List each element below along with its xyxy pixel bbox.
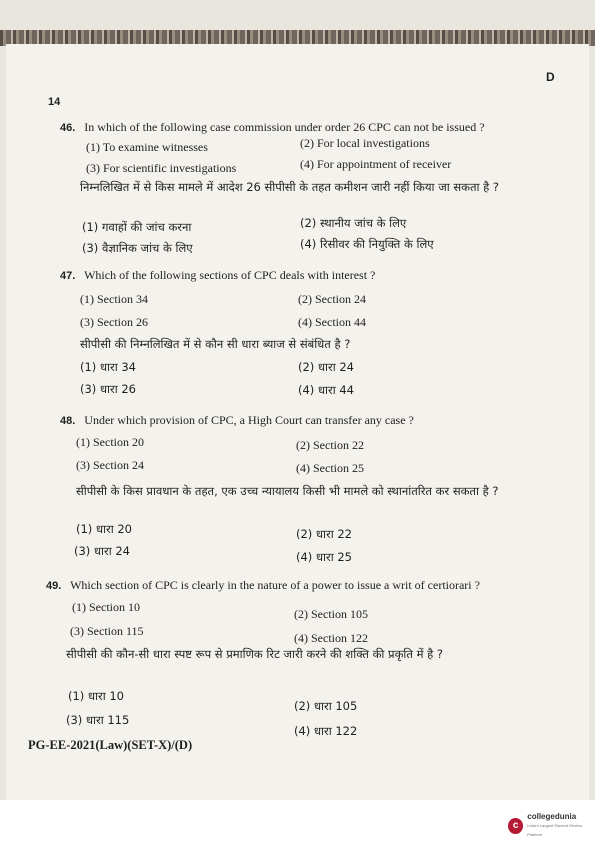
question-number: 49.: [46, 580, 62, 592]
question-49-text: [46, 578, 561, 593]
option-en: (1) To examine witnesses: [86, 140, 208, 154]
option-en: (3) Section 26: [80, 315, 148, 329]
watermark-tagline: India's Largest Student Review Platform: [527, 823, 583, 837]
question-48-text: [60, 413, 560, 428]
option-hi: (2) धारा 105: [294, 699, 358, 713]
option-hi: (4) धारा 25: [296, 550, 352, 564]
option-en: (1) Section 20: [76, 435, 144, 449]
question-number: 46.: [60, 122, 76, 134]
page-number: 14: [48, 96, 61, 108]
option-en: (1) Section 34: [80, 292, 148, 306]
option-en: (2) Section 105: [294, 607, 368, 621]
question-text-en: In which of the following case commission under order 26 CPC can not be issued ?: [84, 120, 485, 134]
option-en: (3) For scientific investigations: [86, 161, 237, 175]
option-hi: (4) धारा 44: [298, 383, 354, 397]
option-hi: (1) धारा 20: [76, 522, 132, 536]
question-text-hi: सीपीसी की निम्नलिखित में से कौन सी धारा ब्याज से संबंधित है ?: [80, 337, 351, 351]
option-hi: (2) स्थानीय जांच के लिए: [300, 216, 407, 230]
set-letter: D: [546, 70, 555, 84]
paper-code-footer: PG-EE-2021(Law)(SET-X)/(D): [28, 738, 193, 752]
option-en: (2) For local investigations: [300, 136, 430, 150]
page-bottom-margin: [0, 800, 595, 842]
option-hi: (3) धारा 24: [74, 544, 130, 558]
option-en: (2) Section 24: [298, 292, 366, 306]
question-text-hi: निम्नलिखित में से किस मामले में आदेश 26 सीपीसी के तहत कमीशन जारी नहीं किया जा सकता है ?: [80, 180, 500, 194]
option-en: (3) Section 24: [76, 458, 144, 472]
question-text-hi: सीपीसी की कौन-सी धारा स्पष्ट रूप से प्रमाणिक रिट जारी करने की शक्ति की प्रकृति में है ?: [66, 647, 444, 661]
option-en: (4) For appointment of receiver: [300, 157, 452, 171]
option-hi: (3) वैज्ञानिक जांच के लिए: [82, 241, 193, 255]
option-en: (4) Section 122: [294, 631, 368, 645]
option-en: (4) Section 25: [296, 461, 364, 475]
option-hi: (1) धारा 34: [80, 360, 136, 374]
question-text-en: Which of the following sections of CPC deals with interest ?: [84, 268, 376, 282]
collegedunia-watermark: [508, 812, 595, 839]
question-number: 48.: [60, 415, 76, 427]
option-en: (1) Section 10: [72, 600, 140, 614]
question-text-en: Which section of CPC is clearly in the nature of a power to issue a writ of certiorari ?: [70, 578, 480, 592]
question-47-text: [60, 268, 560, 283]
option-en: (2) Section 22: [296, 438, 364, 452]
option-hi: (4) धारा 122: [294, 724, 358, 738]
option-hi: (1) धारा 10: [68, 689, 124, 703]
option-hi: (1) गवाहों की जांच करना: [82, 220, 192, 234]
question-text-hi: सीपीसी के किस प्रावधान के तहत, एक उच्च न्यायालय किसी भी मामले को स्थानांतरित कर सकता है ?: [76, 484, 499, 498]
option-hi: (3) धारा 26: [80, 382, 136, 396]
option-en: (4) Section 44: [298, 315, 366, 329]
option-hi: (2) धारा 22: [296, 527, 352, 541]
watermark-name: collegedunia: [527, 812, 577, 821]
option-hi: (2) धारा 24: [298, 360, 354, 374]
question-46-text: [60, 120, 560, 135]
collegedunia-logo-icon: c: [508, 818, 523, 834]
question-text-en: Under which provision of CPC, a High Court can transfer any case ?: [84, 413, 414, 427]
option-hi: (4) रिसीवर की नियुक्ति के लिए: [300, 237, 434, 251]
option-hi: (3) धारा 115: [66, 713, 130, 727]
question-number: 47.: [60, 270, 76, 282]
option-en: (3) Section 115: [70, 624, 144, 638]
watermark-text: [527, 812, 595, 839]
